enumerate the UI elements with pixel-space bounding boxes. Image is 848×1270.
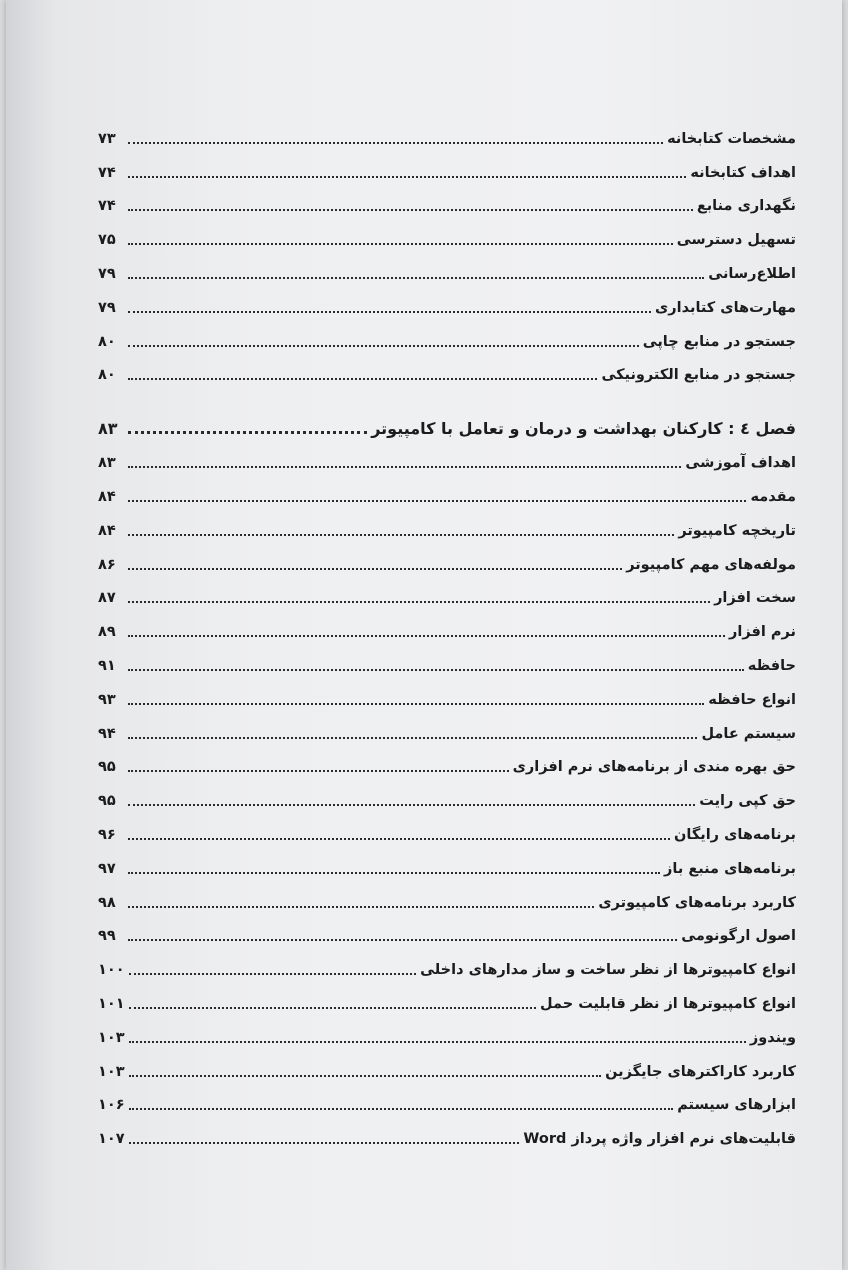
dot-leader <box>128 804 695 806</box>
dot-leader <box>128 601 710 603</box>
toc-entry <box>98 914 796 948</box>
toc-entry <box>98 846 796 880</box>
toc-entry-title: تسهیل دسترسی <box>676 232 796 249</box>
toc-page-number: ۸۰ <box>98 367 116 384</box>
toc-entry <box>98 812 796 846</box>
toc-entry <box>98 319 796 353</box>
toc-page-number: ۸۴ <box>98 488 116 505</box>
toc-page-number: ۹۳ <box>98 691 116 708</box>
toc-entry-title: برنامه‌های منبع باز <box>664 860 796 877</box>
toc-entry-title: سخت افزار <box>714 590 796 607</box>
dot-leader <box>129 1075 602 1077</box>
dot-leader <box>128 500 746 502</box>
toc-entry <box>98 711 796 745</box>
toc-entry-title: مشخصات کتابخانه <box>667 130 796 147</box>
toc-page-number: ۷۴ <box>98 164 116 181</box>
dot-leader <box>129 1007 536 1009</box>
toc-entry <box>98 116 796 150</box>
toc-entry-title: انواع کامپیوترها از نظر قابلیت حمل <box>540 995 796 1012</box>
dot-leader <box>129 973 417 975</box>
toc-entry-title: سیستم عامل <box>701 725 796 742</box>
dot-leader <box>128 939 677 941</box>
dot-leader <box>128 378 597 380</box>
toc-page-number: ۹۹ <box>98 928 116 945</box>
toc-page-number: ۹۵ <box>98 759 116 776</box>
toc-page-number: ۱۰۳ <box>98 1063 125 1080</box>
toc-entry <box>98 440 796 474</box>
dot-leader <box>128 345 639 347</box>
dot-leader <box>129 1041 746 1043</box>
toc-page-number: ۱۰۶ <box>98 1097 125 1114</box>
toc-entry <box>98 745 796 779</box>
toc-entry <box>98 880 796 914</box>
toc-page-number: ۸۹ <box>98 624 116 641</box>
toc-entry <box>98 778 796 812</box>
toc-entry <box>98 1015 796 1049</box>
toc-chapter-heading <box>98 396 796 440</box>
toc-page-number: ۸۰ <box>98 333 116 350</box>
toc-entry <box>98 217 796 251</box>
dot-leader <box>128 703 704 705</box>
toc-entry <box>98 1049 796 1083</box>
toc-entry-title: تاریخچه کامپیوتر <box>678 522 796 539</box>
toc-page-number: ۹۷ <box>98 860 116 877</box>
dot-leader <box>128 838 670 840</box>
toc-entry <box>98 947 796 981</box>
dot-leader <box>128 737 697 739</box>
toc-entry-title: اطلاع‌رسانی <box>708 265 796 282</box>
toc-entry <box>98 474 796 508</box>
toc-page-number: ۷۳ <box>98 130 116 147</box>
toc-page-number: ۹۵ <box>98 793 116 810</box>
toc-page-number: ۱۰۱ <box>98 995 125 1012</box>
toc-entry <box>98 508 796 542</box>
toc-entry <box>98 576 796 610</box>
toc-entry <box>98 251 796 285</box>
dot-leader <box>128 872 660 874</box>
dot-leader <box>128 277 704 279</box>
table-of-contents <box>98 116 796 1150</box>
dot-leader <box>128 466 681 468</box>
dot-leader <box>128 243 673 245</box>
toc-entry-title: برنامه‌های رایگان <box>674 826 796 843</box>
toc-entry <box>98 1116 796 1150</box>
dot-leader <box>128 635 725 637</box>
toc-page-number: ۹۱ <box>98 657 116 674</box>
toc-page-number: ۷۹ <box>98 265 116 282</box>
toc-page-number: ۸۳ <box>98 455 116 472</box>
toc-entry-title: حق بهره مندی از برنامه‌های نرم افزاری <box>512 759 796 776</box>
dot-leader <box>128 176 686 178</box>
toc-entry-title: کاربرد کاراکترهای جایگزین <box>605 1063 796 1080</box>
toc-page-number: ۹۸ <box>98 894 116 911</box>
dot-leader <box>128 770 509 772</box>
toc-page-number: ۱۰۳ <box>98 1029 125 1046</box>
toc-entry-title: اهداف آموزشی <box>685 455 796 472</box>
toc-entry <box>98 150 796 184</box>
toc-entry-title: اصول ارگونومی <box>681 928 796 945</box>
toc-entry-title: کاربرد برنامه‌های کامپیوتری <box>598 894 796 911</box>
toc-page-number: ۸۳ <box>98 419 118 439</box>
toc-entry <box>98 285 796 319</box>
dot-leader <box>128 669 744 671</box>
toc-page-number: ۹۶ <box>98 826 116 843</box>
toc-entry <box>98 184 796 218</box>
toc-entry-title: اهداف کتابخانه <box>690 164 796 181</box>
toc-page-number: ۱۰۷ <box>98 1131 125 1148</box>
toc-entry-title: انواع حافظه <box>708 691 796 708</box>
toc-page-number: ۹۴ <box>98 725 116 742</box>
toc-entry <box>98 353 796 387</box>
toc-entry-title: نگهداری منابع <box>696 198 796 215</box>
toc-page-number: ۷۵ <box>98 232 116 249</box>
toc-entry-title: ویندوز <box>749 1029 796 1046</box>
dot-leader <box>128 209 693 211</box>
dot-leader <box>128 534 674 536</box>
dot-leader <box>128 431 367 434</box>
toc-entry-title: جستجو در منابع الکترونیکی <box>601 367 796 384</box>
dot-leader <box>128 142 663 144</box>
toc-page-number: ۷۴ <box>98 198 116 215</box>
toc-entry <box>98 677 796 711</box>
toc-entry-title: فصل ٤ : کارکنان بهداشت و درمان و تعامل با کامپیوتر <box>371 419 796 439</box>
toc-page-number: ۸۴ <box>98 522 116 539</box>
toc-entry-title: نرم افزار <box>729 624 796 641</box>
toc-entry-title: حافظه <box>747 657 796 674</box>
toc-entry-title: ابزارهای سیستم <box>677 1097 796 1114</box>
toc-entry <box>98 643 796 677</box>
toc-entry-title: مقدمه <box>750 488 796 505</box>
dot-leader <box>128 311 651 313</box>
toc-entry <box>98 542 796 576</box>
dot-leader <box>128 568 622 570</box>
toc-entry <box>98 609 796 643</box>
dot-leader <box>129 1108 674 1110</box>
toc-entry <box>98 1083 796 1117</box>
toc-entry-title: مهارت‌های کتابداری <box>655 299 796 316</box>
toc-entry-title: جستجو در منابع چاپی <box>642 333 796 350</box>
dot-leader <box>128 906 594 908</box>
toc-page-number: ۱۰۰ <box>98 962 125 979</box>
toc-entry-title: قابلیت‌های نرم افزار واژه پرداز Word <box>523 1131 796 1148</box>
toc-entry-title: مولفه‌های مهم کامپیوتر <box>626 556 796 573</box>
toc-page-number: ۸۶ <box>98 556 116 573</box>
toc-entry-title: حق کپی رایت <box>699 793 796 810</box>
toc-page-number: ۸۷ <box>98 590 116 607</box>
book-page <box>6 0 842 1270</box>
toc-entry <box>98 981 796 1015</box>
dot-leader <box>129 1142 520 1144</box>
toc-entry-title: انواع کامپیوترها از نظر ساخت و ساز مدارهای داخلی <box>420 962 796 979</box>
toc-page-number: ۷۹ <box>98 299 116 316</box>
